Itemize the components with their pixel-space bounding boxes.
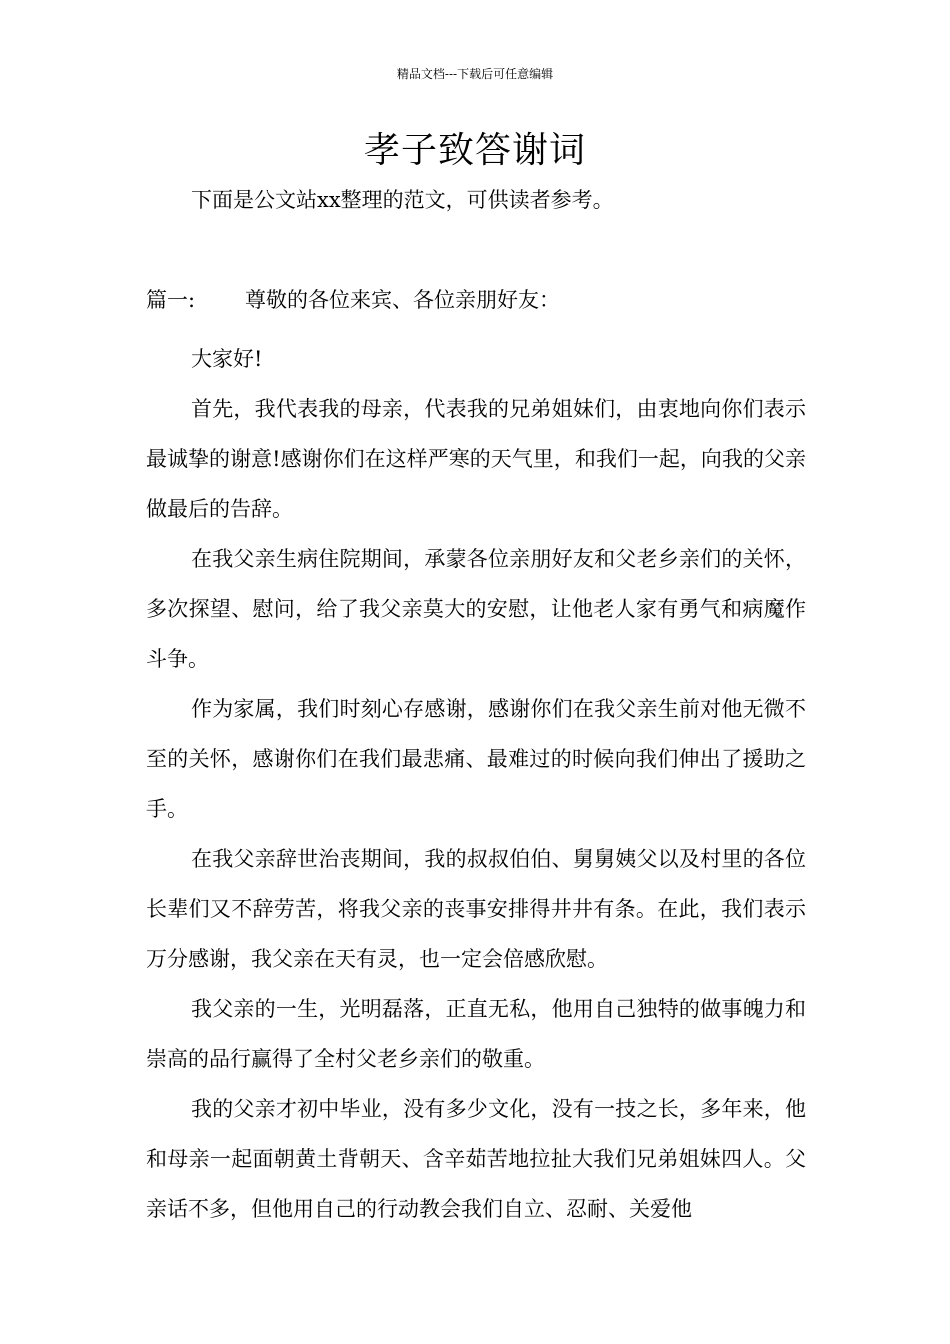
paragraph: 首先，我代表我的母亲，代表我的兄弟姐妹们，由衷地向你们表示最诚挚的谢意!感谢你们在这样严寒的天气里，和我们一起，向我的父亲做最后的告辞。	[146, 397, 806, 521]
paragraph: 大家好!	[191, 347, 263, 371]
paragraph: 我父亲的一生，光明磊落，正直无私，他用自己独特的做事魄力和崇高的品行赢得了全村父老乡亲们的敬重。	[146, 997, 806, 1071]
paragraph: 在我父亲辞世治丧期间，我的叔叔伯伯、舅舅姨父以及村里的各位长辈们又不辞劳苦，将我父亲的丧事安排得井井有条。在此，我们表示万分感谢，我父亲在天有灵，也一定会倍感欣慰。	[146, 847, 806, 971]
section-label: 篇一:	[146, 288, 196, 312]
salutation: 尊敬的各位来宾、各位亲朋好友：	[245, 288, 560, 312]
header-note: 精品文档---下载后可任意编辑	[396, 67, 554, 81]
document-title: 孝子致答谢词	[363, 130, 586, 171]
paragraph: 作为家属，我们时刻心存感谢，感谢你们在我父亲生前对他无微不至的关怀，感谢你们在我们最悲痛、最难过的时候向我们伸出了援助之手。	[146, 697, 806, 821]
paragraph: 在我父亲生病住院期间，承蒙各位亲朋好友和父老乡亲们的关怀，多次探望、慰问，给了我父亲莫大的安慰，让他老人家有勇气和病魔作斗争。	[146, 547, 806, 671]
body-text	[146, 334, 806, 1234]
section-heading	[146, 284, 560, 316]
intro-text: 下面是公文站xx整理的范文，可供读者参考。	[191, 188, 614, 212]
paragraph: 我的父亲才初中毕业，没有多少文化，没有一技之长，多年来，他和母亲一起面朝黄土背朝天、含辛茹苦地拉扯大我们兄弟姐妹四人。父亲话不多，但他用自己的行动教会我们自立、忍耐、关爱他	[146, 1097, 806, 1221]
